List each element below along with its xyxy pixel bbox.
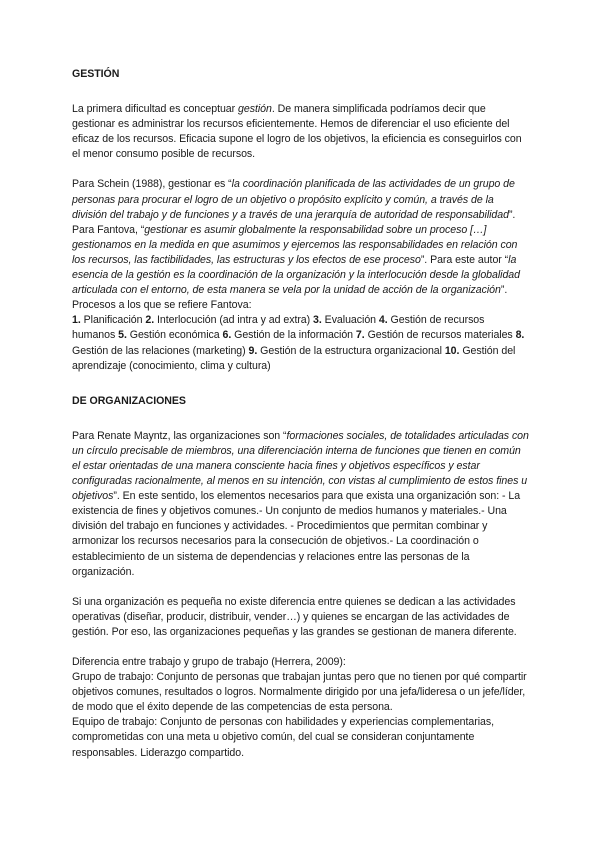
- process-label: Interlocución (ad intra y ad extra): [154, 314, 314, 327]
- process-label: Gestión de recursos materiales: [364, 329, 516, 342]
- italic-term: gestión: [238, 103, 272, 116]
- process-list: [72, 313, 530, 373]
- quote-fantova-2: la esencia de la gestión es la coordinación de la organización y la interlocución desde la globalidad articulada con el entorno, de esta manera se vela por la unidad de acción de la organización: [72, 253, 520, 297]
- text-run: Para Renate Mayntz, las organizaciones son “: [72, 429, 287, 442]
- quote-mayntz: formaciones sociales, de totalidades articuladas con un círculo precisable de miembros, una diferenciación interna de funciones que tienen en común el estar orientadas de una manera consciente hacia fines y objetivos específicos y estar configuradas racionalmente, al menos en su intención, con vistas al cumplimiento de estos fines u objetivos: [72, 429, 529, 503]
- text-run: . De manera simplificada podríamos decir que gestionar es administrar los recursos eficientemente. Hemos de diferenciar el uso eficiente del eficaz de los recursos. Eficacia supone el logro de los objetivos, la eficiencia es conseguirlos con el menor consumo posible de recursos.: [72, 103, 522, 161]
- process-number: 8.: [515, 329, 525, 342]
- process-label: Gestión de recursos humanos: [72, 314, 485, 342]
- text-run: Para Fantova, “: [72, 223, 145, 236]
- process-number: 7.: [355, 329, 365, 342]
- paragraph-herrera-intro: Diferencia entre trabajo y grupo de trabajo (Herrera, 2009):: [72, 656, 346, 668]
- process-number: 5.: [118, 329, 127, 342]
- paragraph-schein: [72, 177, 530, 222]
- section-heading-gestion: GESTIÓN: [72, 68, 120, 80]
- text-run: ”. Procesos a los que se refiere Fantova:: [72, 284, 508, 312]
- process-label: Gestión del aprendizaje (conocimiento, clima y cultura): [72, 344, 516, 372]
- text-run: ”. En este sentido, los elementos necesarios para que exista una organización son: - La existencia de fines y objetivos comunes.- Un conjunto de medios humanos y materiales.- Una división del trabajo en funciones y actividades. - Procedimientos que permitan combinar y armonizar los recursos necesarios para la consecución de objetivos.- La coordinación o establecimiento de un sistema de dependencias y relaciones entre las personas de la organización.: [72, 490, 521, 578]
- process-label: Planificación: [80, 314, 146, 327]
- text-run: La primera dificultad es conceptuar: [72, 103, 239, 116]
- paragraph-gestion-intro: [72, 102, 530, 162]
- text-run: Para Schein (1988), gestionar es “: [72, 178, 232, 191]
- paragraph-fantova: [72, 223, 530, 314]
- process-label: Gestión económica: [126, 329, 223, 342]
- process-number: 1.: [72, 314, 81, 327]
- process-number: 10.: [444, 344, 460, 357]
- process-number: 4.: [378, 314, 388, 327]
- paragraph-mayntz: [72, 429, 530, 580]
- process-number: 6.: [222, 329, 232, 342]
- process-number: 3.: [313, 314, 322, 327]
- process-label: Gestión de las relaciones (marketing): [72, 344, 249, 357]
- quote-schein: la coordinación planificada de las actividades de un grupo de personas para procurar el logro de un objetivo o propósito explícito y común, a través de la división del trabajo y de funciones y a través de una jerarquía de autoridad de responsabilidad: [72, 178, 515, 221]
- quote-fantova-1: gestionar es asumir globalmente la responsabilidad sobre un proceso […] gestionamos en la medida en que asumimos y ejercemos las responsabilidades en relación con los recursos, las factibilidades, las estructuras y los efectos de ese proceso: [72, 223, 518, 266]
- document-page: [72, 67, 530, 761]
- paragraph-equipo-trabajo: Equipo de trabajo: Conjunto de personas con habilidades y experiencias complementarias, comprometidas con una meta u objetivo común, del cual se consideran conjuntamente responsables. Liderazgo compartido.: [72, 716, 495, 759]
- process-number: 2.: [145, 314, 155, 327]
- process-number: 9.: [248, 344, 258, 357]
- paragraph-grupo-trabajo: Grupo de trabajo: Conjunto de personas que trabajan juntas pero que no tienen por qué compartir objetivos comunes, resultados o logros. Normalmente dirigido por una jefa/lideresa o un jefe/líder, de modo que el éxito depende de las competencias de esta persona.: [72, 671, 527, 714]
- process-label: Gestión de la información: [231, 329, 356, 342]
- section-heading-organizaciones: DE ORGANIZACIONES: [72, 394, 186, 407]
- process-label: Evaluación: [321, 314, 379, 327]
- paragraph-small-organizations: Si una organización es pequeña no existe diferencia entre quienes se dedican a las actividades operativas (diseñar, producir, distribuir, vender…) y quienes se encargan de las actividades de gestión. Por eso, las organizaciones pequeñas y las grandes se gestionan de manera diferente.: [72, 595, 517, 638]
- text-run: ”. Para este autor “: [420, 253, 509, 266]
- text-run: ”.: [508, 208, 516, 221]
- process-label: Gestión de la estructura organizacional: [257, 344, 445, 357]
